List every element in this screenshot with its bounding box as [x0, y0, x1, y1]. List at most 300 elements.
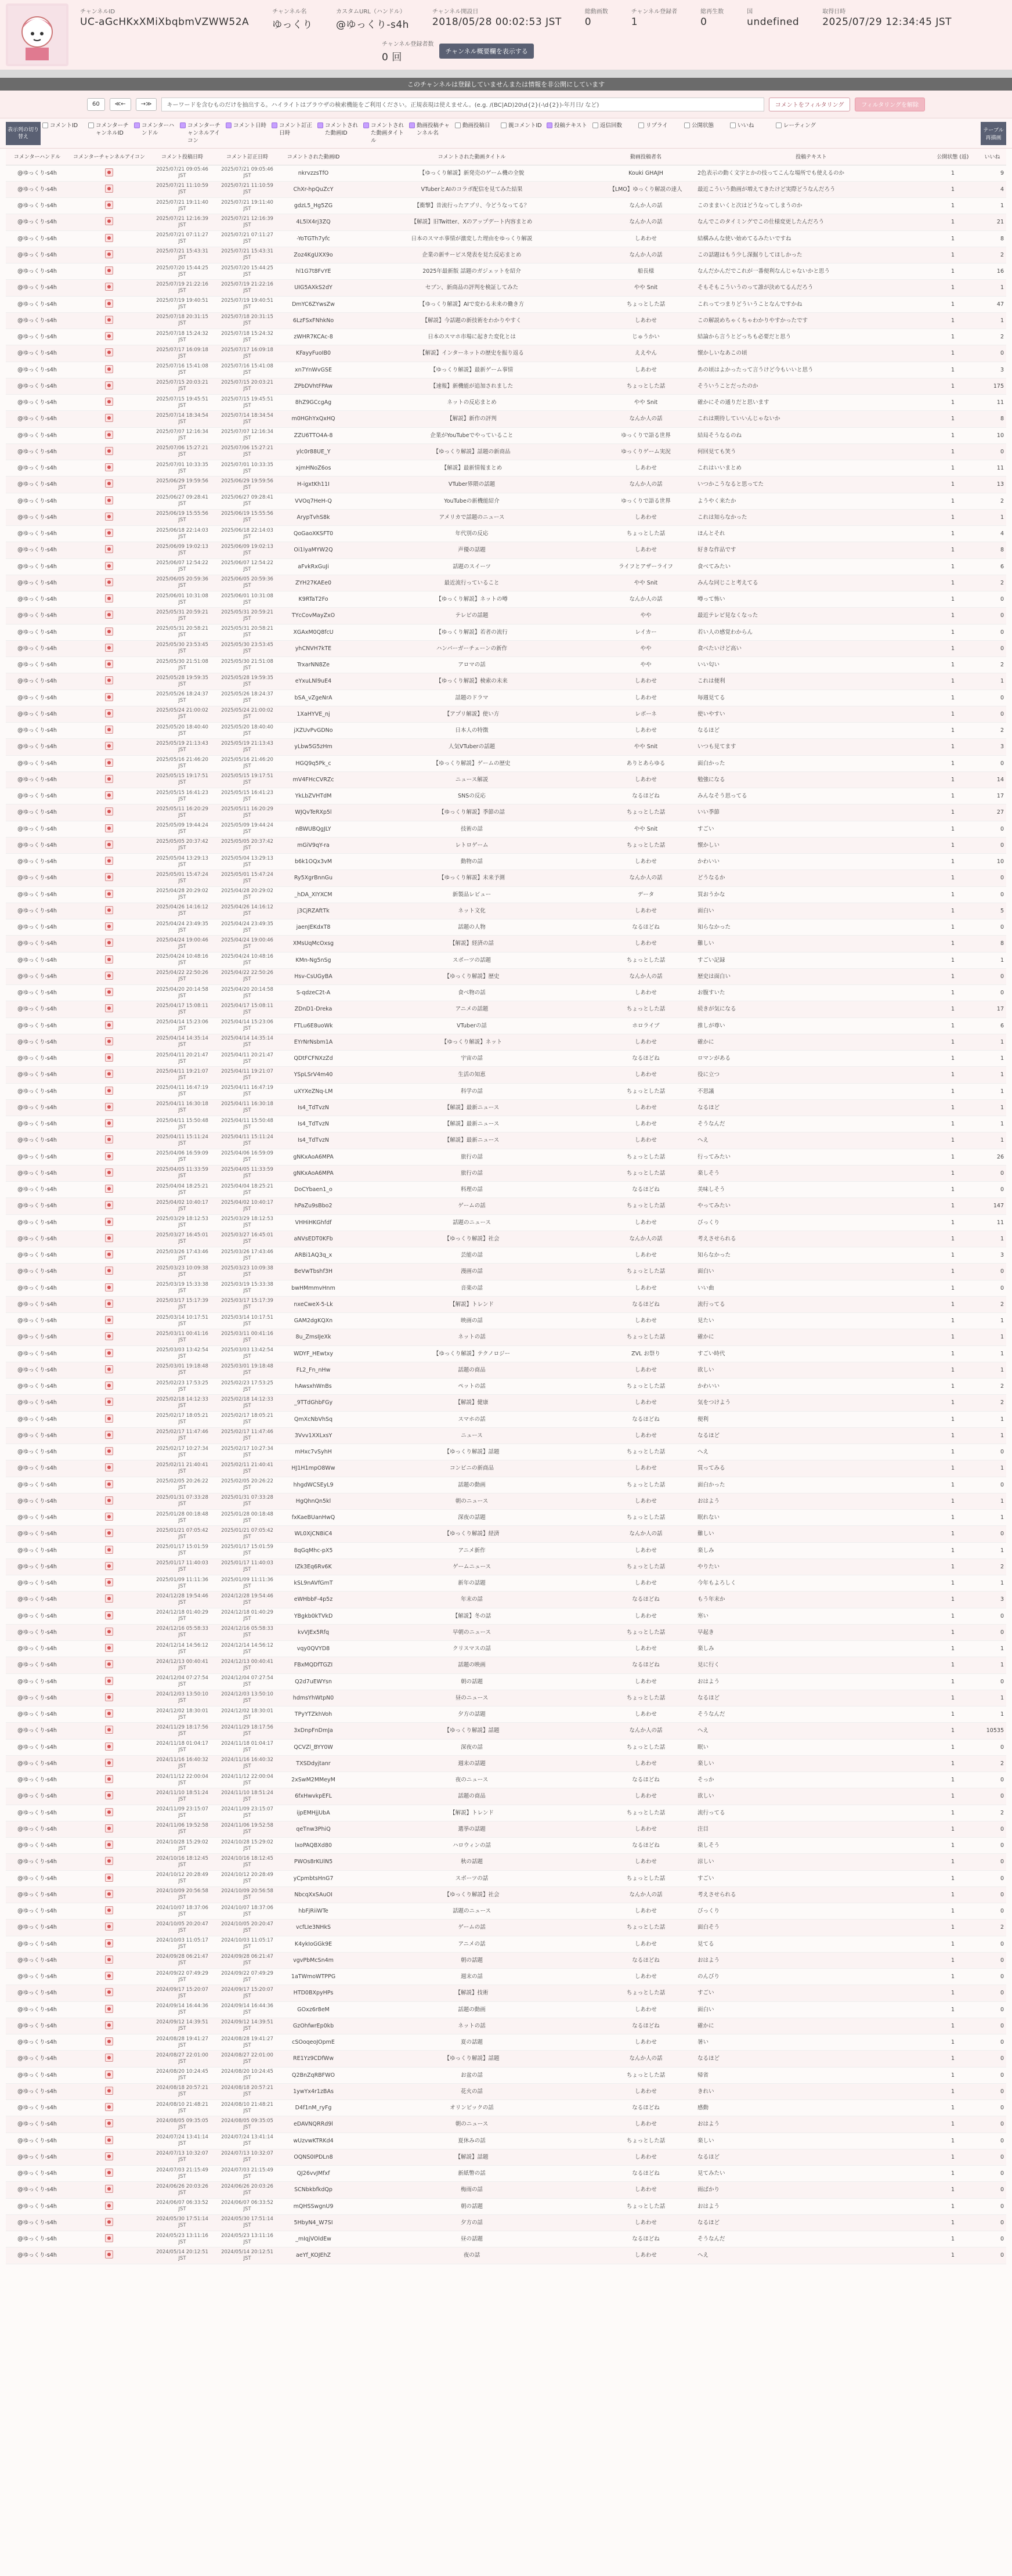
video-channel-name[interactable]: ありとあらゆる — [597, 755, 695, 771]
video-channel-name[interactable]: ええやん — [597, 345, 695, 362]
video-channel-name[interactable]: なるほどね — [597, 2231, 695, 2247]
video-id[interactable]: WJQvTeRXp5l — [280, 804, 347, 821]
video-title[interactable]: 花火の話 — [347, 2083, 597, 2099]
video-channel-name[interactable]: ゆっくりで語る世界 — [597, 493, 695, 509]
commenter-handle[interactable]: @ゆっくり-s4h — [6, 1165, 68, 1181]
commenter-handle[interactable]: @ゆっくり-s4h — [6, 739, 68, 755]
commenter-handle[interactable]: @ゆっくり-s4h — [6, 1936, 68, 1952]
video-title[interactable]: 早朝のニュース — [347, 1624, 597, 1640]
video-id[interactable]: TYcCovMayZxO — [280, 608, 347, 624]
video-id[interactable]: hhgdWCSEyL9 — [280, 1477, 347, 1493]
column-toggle[interactable] — [638, 122, 682, 145]
video-title[interactable]: スポーツの話題 — [347, 952, 597, 968]
video-id[interactable]: ARBi1AQ3q_x — [280, 1247, 347, 1264]
video-channel-name[interactable]: しあわせ — [597, 2182, 695, 2198]
commenter-handle[interactable]: @ゆっくり-s4h — [6, 1985, 68, 2001]
channel-icon[interactable] — [105, 2152, 113, 2160]
channel-icon[interactable] — [105, 381, 113, 389]
video-title[interactable]: オリンピックの話 — [347, 2100, 597, 2116]
video-title[interactable]: ペットの話 — [347, 1379, 597, 1395]
video-id[interactable]: xn7YnWvGSE — [280, 362, 347, 378]
commenter-handle[interactable]: @ゆっくり-s4h — [6, 1116, 68, 1132]
video-title[interactable]: 朝の話題 — [347, 2198, 597, 2214]
video-channel-name[interactable]: しあわせ — [597, 460, 695, 477]
video-id[interactable]: FTLu6E8uoWk — [280, 1018, 347, 1034]
video-id[interactable]: ChXr-hpQuZcY — [280, 181, 347, 197]
video-channel-name[interactable]: しあわせ — [597, 771, 695, 788]
channel-icon[interactable] — [105, 890, 113, 898]
commenter-handle[interactable]: @ゆっくり-s4h — [6, 2182, 68, 2198]
video-channel-name[interactable]: ちょっとした話 — [597, 1870, 695, 1886]
commenter-handle[interactable]: @ゆっくり-s4h — [6, 821, 68, 837]
video-id[interactable]: _hDA_XIYXCM — [280, 886, 347, 903]
channel-icon[interactable] — [105, 955, 113, 964]
channel-icon[interactable] — [105, 1546, 113, 1554]
commenter-handle[interactable]: @ゆっくり-s4h — [6, 985, 68, 1001]
video-channel-name[interactable]: なるほどね — [597, 1772, 695, 1788]
commenter-handle[interactable]: @ゆっくり-s4h — [6, 395, 68, 411]
channel-icon[interactable] — [105, 496, 113, 504]
commenter-handle[interactable]: @ゆっくり-s4h — [6, 460, 68, 477]
video-title[interactable]: 【ゆっくり解説】話題の新商品 — [347, 443, 597, 460]
video-id[interactable]: 1aTWmoWTPPG — [280, 1969, 347, 1985]
video-title[interactable]: 【衝撃】昔流行ったアプリ、今どうなってる？ — [347, 198, 597, 214]
video-channel-name[interactable]: ちょっとした話 — [597, 1624, 695, 1640]
video-title[interactable]: YouTubeの新機能紹介 — [347, 493, 597, 509]
video-title[interactable]: 話題の動画 — [347, 1477, 597, 1493]
video-title[interactable]: 夏の話題 — [347, 2034, 597, 2051]
video-id[interactable]: BeVwTbshf3H — [280, 1264, 347, 1280]
video-title[interactable]: 芸能の話 — [347, 1247, 597, 1264]
column-toggle[interactable] — [363, 122, 407, 145]
video-channel-name[interactable]: しあわせ — [597, 1575, 695, 1592]
video-title[interactable]: クリスマスの話 — [347, 1641, 597, 1657]
checkbox-icon[interactable] — [638, 122, 644, 128]
video-id[interactable]: _9TTdGhbFGy — [280, 1395, 347, 1411]
commenter-handle[interactable]: @ゆっくり-s4h — [6, 1788, 68, 1805]
commenter-handle[interactable]: @ゆっくり-s4h — [6, 1214, 68, 1231]
video-id[interactable]: VHHiHKGhfdf — [280, 1214, 347, 1231]
column-toggle[interactable] — [776, 122, 820, 145]
channel-icon[interactable] — [105, 1611, 113, 1619]
video-title[interactable]: 夏休みの話 — [347, 2133, 597, 2149]
channel-icon[interactable] — [105, 1447, 113, 1455]
video-id[interactable]: GzOhfwrEp0kb — [280, 2018, 347, 2034]
video-channel-name[interactable]: ちょっとした話 — [597, 1805, 695, 1821]
video-id[interactable]: TPyYTZkhVoh — [280, 1706, 347, 1723]
next-page-button[interactable]: →≫ — [136, 98, 157, 111]
video-channel-name[interactable]: ちょっとした話 — [597, 2133, 695, 2149]
video-channel-name[interactable]: しあわせ — [597, 1460, 695, 1477]
video-channel-name[interactable]: しあわせ — [597, 2034, 695, 2051]
channel-icon[interactable] — [105, 283, 113, 291]
channel-icon[interactable] — [105, 578, 113, 586]
commenter-handle[interactable]: @ゆっくり-s4h — [6, 1099, 68, 1116]
commenter-handle[interactable]: @ゆっくり-s4h — [6, 1920, 68, 1936]
channel-icon[interactable] — [105, 431, 113, 439]
video-channel-name[interactable]: ちょっとした話 — [597, 1920, 695, 1936]
commenter-handle[interactable]: @ゆっくり-s4h — [6, 1510, 68, 1526]
commenter-handle[interactable]: @ゆっくり-s4h — [6, 870, 68, 886]
video-title[interactable]: 【速報】新機能が追加されました — [347, 378, 597, 394]
commenter-handle[interactable]: @ゆっくり-s4h — [6, 362, 68, 378]
channel-icon[interactable] — [105, 1349, 113, 1357]
video-title[interactable]: 2025年最新版 話題のガジェットを紹介 — [347, 264, 597, 280]
commenter-handle[interactable]: @ゆっくり-s4h — [6, 1460, 68, 1477]
video-channel-name[interactable]: なんか人の話 — [597, 198, 695, 214]
commenter-handle[interactable]: @ゆっくり-s4h — [6, 1132, 68, 1149]
commenter-handle[interactable]: @ゆっくり-s4h — [6, 575, 68, 591]
commenter-handle[interactable]: @ゆっくり-s4h — [6, 2247, 68, 2264]
video-title[interactable]: 新年の話題 — [347, 1575, 597, 1592]
video-id[interactable]: K9RTaT2Fo — [280, 591, 347, 608]
channel-icon[interactable] — [105, 1644, 113, 1652]
channel-icon[interactable] — [105, 791, 113, 799]
video-title[interactable]: 【ゆっくり解説】社会 — [347, 1231, 597, 1247]
video-channel-name[interactable]: しあわせ — [597, 230, 695, 247]
video-id[interactable]: eDAVNQRRd9l — [280, 2116, 347, 2133]
video-id[interactable]: YSpLSrV4m40 — [280, 1067, 347, 1083]
video-channel-name[interactable]: ちょっとした話 — [597, 378, 695, 394]
commenter-handle[interactable]: @ゆっくり-s4h — [6, 903, 68, 919]
channel-icon[interactable] — [105, 2070, 113, 2079]
video-id[interactable]: vgvPbMcSn4m — [280, 1952, 347, 1968]
channel-icon[interactable] — [105, 1070, 113, 1078]
column-toggle[interactable] — [455, 122, 499, 145]
commenter-handle[interactable]: @ゆっくり-s4h — [6, 968, 68, 984]
video-id[interactable]: GAM2dgKQXn — [280, 1313, 347, 1329]
video-title[interactable]: 話題の動画 — [347, 2001, 597, 2018]
video-title[interactable]: 夕方の話題 — [347, 1706, 597, 1723]
commenter-handle[interactable]: @ゆっくり-s4h — [6, 755, 68, 771]
video-title[interactable]: 食べ物の話 — [347, 985, 597, 1001]
commenter-handle[interactable]: @ゆっくり-s4h — [6, 886, 68, 903]
channel-icon[interactable] — [105, 857, 113, 865]
commenter-handle[interactable]: @ゆっくり-s4h — [6, 1657, 68, 1673]
video-channel-name[interactable]: しあわせ — [597, 936, 695, 952]
channel-icon[interactable] — [105, 939, 113, 947]
video-title[interactable]: 【ゆっくり解説】話題 — [347, 2051, 597, 2067]
video-channel-name[interactable]: ちょっとした話 — [597, 1198, 695, 1214]
channel-icon[interactable] — [105, 1431, 113, 1439]
video-title[interactable]: VTuber界隈の話題 — [347, 477, 597, 493]
channel-icon[interactable] — [105, 1628, 113, 1636]
commenter-handle[interactable]: @ゆっくり-s4h — [6, 2083, 68, 2099]
video-channel-name[interactable]: ちょっとした話 — [597, 837, 695, 853]
channel-icon[interactable] — [105, 1562, 113, 1570]
video-channel-name[interactable]: ちょっとした話 — [597, 1264, 695, 1280]
channel-icon[interactable] — [105, 676, 113, 684]
channel-icon[interactable] — [105, 1742, 113, 1751]
commenter-handle[interactable]: @ゆっくり-s4h — [6, 1001, 68, 1018]
video-id[interactable]: cSOoqeoJOpmE — [280, 2034, 347, 2051]
video-title[interactable]: 話題のニュース — [347, 1214, 597, 1231]
video-title[interactable]: 夕方の話 — [347, 2214, 597, 2231]
keyword-search-input[interactable]: キーワードを含むものだけを抽出する。ハイライトはブラウザの検索機能をご利用ください。正規表現は使えません。(e.g. /(BC|AD)20\d{2}(-\d{2})-年月日/ など) — [161, 98, 764, 111]
commenter-handle[interactable]: @ゆっくり-s4h — [6, 214, 68, 230]
video-title[interactable]: 【解説】インターネットの歴史を振り返る — [347, 345, 597, 362]
video-title[interactable]: スポーツの話 — [347, 1870, 597, 1886]
video-id[interactable]: Hsv-CsUGyBA — [280, 968, 347, 984]
commenter-handle[interactable]: @ゆっくり-s4h — [6, 312, 68, 329]
video-channel-name[interactable]: なるほどね — [597, 1182, 695, 1198]
channel-icon[interactable] — [105, 316, 113, 324]
checkbox-icon[interactable] — [776, 122, 782, 128]
video-title[interactable]: 【解説】トレンド — [347, 1805, 597, 1821]
commenter-handle[interactable]: @ゆっくり-s4h — [6, 198, 68, 214]
video-channel-name[interactable]: なるほどね — [597, 2100, 695, 2116]
channel-icon[interactable] — [105, 2250, 113, 2258]
video-channel-name[interactable]: ちょっとした話 — [597, 952, 695, 968]
video-title[interactable]: 動物の話 — [347, 854, 597, 870]
commenter-handle[interactable]: @ゆっくり-s4h — [6, 280, 68, 296]
video-channel-name[interactable]: 船長様 — [597, 264, 695, 280]
video-title[interactable]: 【ゆっくり解説】テクノロジー — [347, 1345, 597, 1362]
video-channel-name[interactable]: ゆっくりゲーム実況 — [597, 443, 695, 460]
video-channel-name[interactable]: しあわせ — [597, 1116, 695, 1132]
channel-icon[interactable] — [105, 1480, 113, 1488]
commenter-handle[interactable]: @ゆっくり-s4h — [6, 1264, 68, 1280]
channel-icon[interactable] — [105, 2169, 113, 2177]
video-id[interactable]: K4ykIoGGk9E — [280, 1936, 347, 1952]
video-title[interactable]: ハロウィンの話 — [347, 1838, 597, 1854]
commenter-handle[interactable]: @ゆっくり-s4h — [6, 378, 68, 394]
video-id[interactable]: DoCYbaen1_o — [280, 1182, 347, 1198]
video-channel-name[interactable]: しあわせ — [597, 1214, 695, 1231]
video-channel-name[interactable]: しあわせ — [597, 1706, 695, 1723]
channel-icon[interactable] — [105, 2037, 113, 2045]
checkbox-icon[interactable] — [180, 122, 186, 128]
commenter-handle[interactable]: @ゆっくり-s4h — [6, 690, 68, 706]
video-channel-name[interactable]: ちょっとした話 — [597, 1477, 695, 1493]
commenter-handle[interactable]: @ゆっくり-s4h — [6, 1821, 68, 1837]
video-channel-name[interactable]: なんか人の話 — [597, 2051, 695, 2067]
commenter-handle[interactable]: @ゆっくり-s4h — [6, 329, 68, 345]
video-title[interactable]: 深夜の話 — [347, 1739, 597, 1755]
video-channel-name[interactable]: しあわせ — [597, 1821, 695, 1837]
video-title[interactable]: 話題のスイーツ — [347, 558, 597, 575]
video-channel-name[interactable]: じゅうかい — [597, 329, 695, 345]
video-id[interactable]: m0HGhYxQxHQ — [280, 411, 347, 427]
video-id[interactable]: ijpEMHjjUbA — [280, 1805, 347, 1821]
column-toggle[interactable] — [42, 122, 86, 145]
video-channel-name[interactable]: なるほどね — [597, 919, 695, 936]
video-id[interactable]: XMsUqMcOxsg — [280, 936, 347, 952]
video-title[interactable]: テレビの話題 — [347, 608, 597, 624]
column-header[interactable]: 動画投稿者名 — [597, 149, 695, 165]
column-toggle[interactable] — [272, 122, 316, 145]
video-title[interactable]: ネットの話 — [347, 2018, 597, 2034]
commenter-handle[interactable]: @ゆっくり-s4h — [6, 591, 68, 608]
checkbox-icon[interactable] — [409, 122, 415, 128]
commenter-handle[interactable]: @ゆっくり-s4h — [6, 2001, 68, 2018]
video-channel-name[interactable]: なるほどね — [597, 2166, 695, 2182]
video-id[interactable]: wUzvwKTRKd4 — [280, 2133, 347, 2149]
commenter-handle[interactable]: @ゆっくり-s4h — [6, 296, 68, 312]
commenter-handle[interactable]: @ゆっくり-s4h — [6, 2116, 68, 2133]
video-id[interactable]: eWHbbF-4p5z — [280, 1592, 347, 1608]
video-title[interactable]: ハンバーガーチェーンの新作 — [347, 640, 597, 656]
commenter-handle[interactable]: @ゆっくり-s4h — [6, 1018, 68, 1034]
video-id[interactable]: IZk3Eq6Rv6K — [280, 1558, 347, 1575]
video-id[interactable]: SCNbkbfkdQp — [280, 2182, 347, 2198]
channel-icon[interactable] — [105, 513, 113, 521]
channel-icon[interactable] — [105, 1316, 113, 1324]
video-id[interactable]: HgQhnQn5kl — [280, 1493, 347, 1509]
video-title[interactable]: アニメの話題 — [347, 1001, 597, 1018]
video-id[interactable]: aFvkRxGuJi — [280, 558, 347, 575]
channel-icon[interactable] — [105, 234, 113, 242]
channel-icon[interactable] — [105, 1218, 113, 1226]
video-id[interactable]: -YoTGTh7yfc — [280, 230, 347, 247]
video-title[interactable]: 週末の話題 — [347, 1755, 597, 1772]
video-title[interactable]: 企業の新サービス発表を見た反応まとめ — [347, 247, 597, 263]
video-title[interactable]: 夜の話 — [347, 2247, 597, 2264]
video-channel-name[interactable]: 【LMO】ゆっくり解説の達人 — [597, 181, 695, 197]
video-title[interactable]: 生活の知恵 — [347, 1067, 597, 1083]
video-id[interactable]: 8qGqMhc-pX5 — [280, 1542, 347, 1558]
commenter-handle[interactable]: @ゆっくり-s4h — [6, 1542, 68, 1558]
video-channel-name[interactable]: しあわせ — [597, 985, 695, 1001]
video-title[interactable]: 【解説】話題 — [347, 2149, 597, 2165]
video-channel-name[interactable]: ちょっとした話 — [597, 1690, 695, 1706]
channel-icon[interactable] — [105, 988, 113, 996]
video-id[interactable]: ArypTvhS8k — [280, 509, 347, 525]
video-id[interactable]: hdmsYhWtpN0 — [280, 1690, 347, 1706]
video-id[interactable]: bSA_vZgeNrA — [280, 690, 347, 706]
video-id[interactable]: uXYXeZNq-LM — [280, 1083, 347, 1099]
channel-icon[interactable] — [105, 447, 113, 455]
video-title[interactable]: アロマの話 — [347, 657, 597, 673]
column-toggle[interactable] — [501, 122, 545, 145]
video-channel-name[interactable]: ちょっとした話 — [597, 1510, 695, 1526]
video-channel-name[interactable]: レボーネ — [597, 706, 695, 722]
video-id[interactable]: UIG5AXkS2dY — [280, 280, 347, 296]
video-channel-name[interactable]: なんか人の話 — [597, 591, 695, 608]
video-title[interactable]: 【解説】最新ニュース — [347, 1132, 597, 1149]
column-header[interactable]: コメント投稿日時 — [150, 149, 215, 165]
channel-icon[interactable] — [105, 1824, 113, 1832]
video-title[interactable]: 新製品レビュー — [347, 886, 597, 903]
channel-icon[interactable] — [105, 873, 113, 881]
video-id[interactable]: b6k1OQx3vM — [280, 854, 347, 870]
video-title[interactable]: 音楽の話 — [347, 1280, 597, 1296]
channel-icon[interactable] — [105, 1103, 113, 1111]
video-title[interactable]: ネットの話 — [347, 1329, 597, 1345]
channel-icon[interactable] — [105, 1119, 113, 1127]
video-channel-name[interactable]: ちょっとした話 — [597, 2067, 695, 2083]
video-title[interactable]: 年末の話 — [347, 1592, 597, 1608]
commenter-handle[interactable]: @ゆっくり-s4h — [6, 624, 68, 640]
video-id[interactable]: Is4_TdTvzN — [280, 1116, 347, 1132]
toggle-columns-button[interactable]: 表示列の切り替え — [6, 122, 41, 145]
channel-icon[interactable] — [105, 332, 113, 340]
video-title[interactable]: SNSの反応 — [347, 788, 597, 804]
commenter-handle[interactable]: @ゆっくり-s4h — [6, 1641, 68, 1657]
video-channel-name[interactable]: なんか人の話 — [597, 477, 695, 493]
channel-icon[interactable] — [105, 1496, 113, 1505]
channel-icon[interactable] — [105, 1381, 113, 1390]
video-id[interactable]: yLbw5G5zHm — [280, 739, 347, 755]
commenter-handle[interactable]: @ゆっくり-s4h — [6, 1558, 68, 1575]
video-title[interactable]: 科学の話 — [347, 1083, 597, 1099]
channel-icon[interactable] — [105, 250, 113, 258]
channel-icon[interactable] — [105, 1693, 113, 1701]
video-title[interactable]: 夜のニュース — [347, 1772, 597, 1788]
video-channel-name[interactable]: なんか人の話 — [597, 1886, 695, 1903]
video-title[interactable]: 年代別の反応 — [347, 526, 597, 542]
channel-icon[interactable] — [105, 1300, 113, 1308]
video-channel-name[interactable]: ちょっとした話 — [597, 1558, 695, 1575]
video-id[interactable]: kvVJEx5Rfq — [280, 1624, 347, 1640]
video-id[interactable]: qeTnw3PhiQ — [280, 1821, 347, 1837]
video-channel-name[interactable]: なるほどね — [597, 1952, 695, 1968]
video-id[interactable]: S-qdzeC2t-A — [280, 985, 347, 1001]
commenter-handle[interactable]: @ゆっくり-s4h — [6, 1247, 68, 1264]
channel-icon[interactable] — [105, 1922, 113, 1931]
video-title[interactable]: 【ゆっくり解説】ネット — [347, 1034, 597, 1050]
video-id[interactable]: ZDnD1-Dreka — [280, 1001, 347, 1018]
video-id[interactable]: 1ywYx4r1zBAs — [280, 2083, 347, 2099]
commenter-handle[interactable]: @ゆっくり-s4h — [6, 1444, 68, 1460]
video-channel-name[interactable]: ちょっとした話 — [597, 1083, 695, 1099]
video-channel-name[interactable]: しあわせ — [597, 673, 695, 690]
channel-icon[interactable] — [105, 529, 113, 537]
channel-icon[interactable] — [105, 1874, 113, 1882]
channel-icon[interactable] — [105, 726, 113, 734]
commenter-handle[interactable]: @ゆっくり-s4h — [6, 1198, 68, 1214]
video-id[interactable]: vcfLIe3NHkS — [280, 1920, 347, 1936]
video-id[interactable]: vqy0QVYD8 — [280, 1641, 347, 1657]
commenter-handle[interactable]: @ゆっくり-s4h — [6, 1755, 68, 1772]
commenter-handle[interactable]: @ゆっくり-s4h — [6, 2067, 68, 2083]
video-id[interactable]: jaenJEKdxT8 — [280, 919, 347, 936]
checkbox-icon[interactable] — [363, 122, 369, 128]
video-channel-name[interactable]: ちょっとした話 — [597, 526, 695, 542]
video-channel-name[interactable]: なるほどね — [597, 1051, 695, 1067]
commenter-handle[interactable]: @ゆっくり-s4h — [6, 1952, 68, 1968]
video-channel-name[interactable]: Kouki GHAJH — [597, 165, 695, 181]
video-title[interactable]: 【ゆっくり解説】最新ゲーム事情 — [347, 362, 597, 378]
video-id[interactable]: QmXcNbVhSq — [280, 1411, 347, 1427]
channel-icon[interactable] — [105, 611, 113, 619]
commenter-handle[interactable]: @ゆっくり-s4h — [6, 2051, 68, 2067]
video-channel-name[interactable]: なるほどね — [597, 1296, 695, 1312]
channel-icon[interactable] — [105, 1513, 113, 1521]
commenter-handle[interactable]: @ゆっくり-s4h — [6, 247, 68, 263]
channel-icon[interactable] — [105, 840, 113, 849]
column-toggle[interactable] — [88, 122, 132, 145]
commenter-handle[interactable]: @ゆっくり-s4h — [6, 2214, 68, 2231]
video-id[interactable]: FL2_Fn_nHw — [280, 1362, 347, 1378]
column-toggle[interactable] — [180, 122, 224, 145]
video-id[interactable]: 3xDnpFnDmJa — [280, 1723, 347, 1739]
video-id[interactable]: KFayyFuoIB0 — [280, 345, 347, 362]
channel-icon[interactable] — [105, 1365, 113, 1373]
video-title[interactable]: 朝のニュース — [347, 2116, 597, 2133]
commenter-handle[interactable]: @ゆっくり-s4h — [6, 165, 68, 181]
channel-icon[interactable] — [105, 906, 113, 914]
video-title[interactable]: アニメ新作 — [347, 1542, 597, 1558]
commenter-handle[interactable]: @ゆっくり-s4h — [6, 723, 68, 739]
video-title[interactable]: 日本のスマホ市場に起きた変化とは — [347, 329, 597, 345]
video-id[interactable]: XGAxM0Q8fcU — [280, 624, 347, 640]
video-channel-name[interactable]: ちょっとした話 — [597, 1739, 695, 1755]
video-channel-name[interactable]: しあわせ — [597, 1313, 695, 1329]
video-channel-name[interactable]: なるほどね — [597, 2018, 695, 2034]
channel-icon[interactable] — [105, 1135, 113, 1143]
video-channel-name[interactable]: なんか人の話 — [597, 214, 695, 230]
